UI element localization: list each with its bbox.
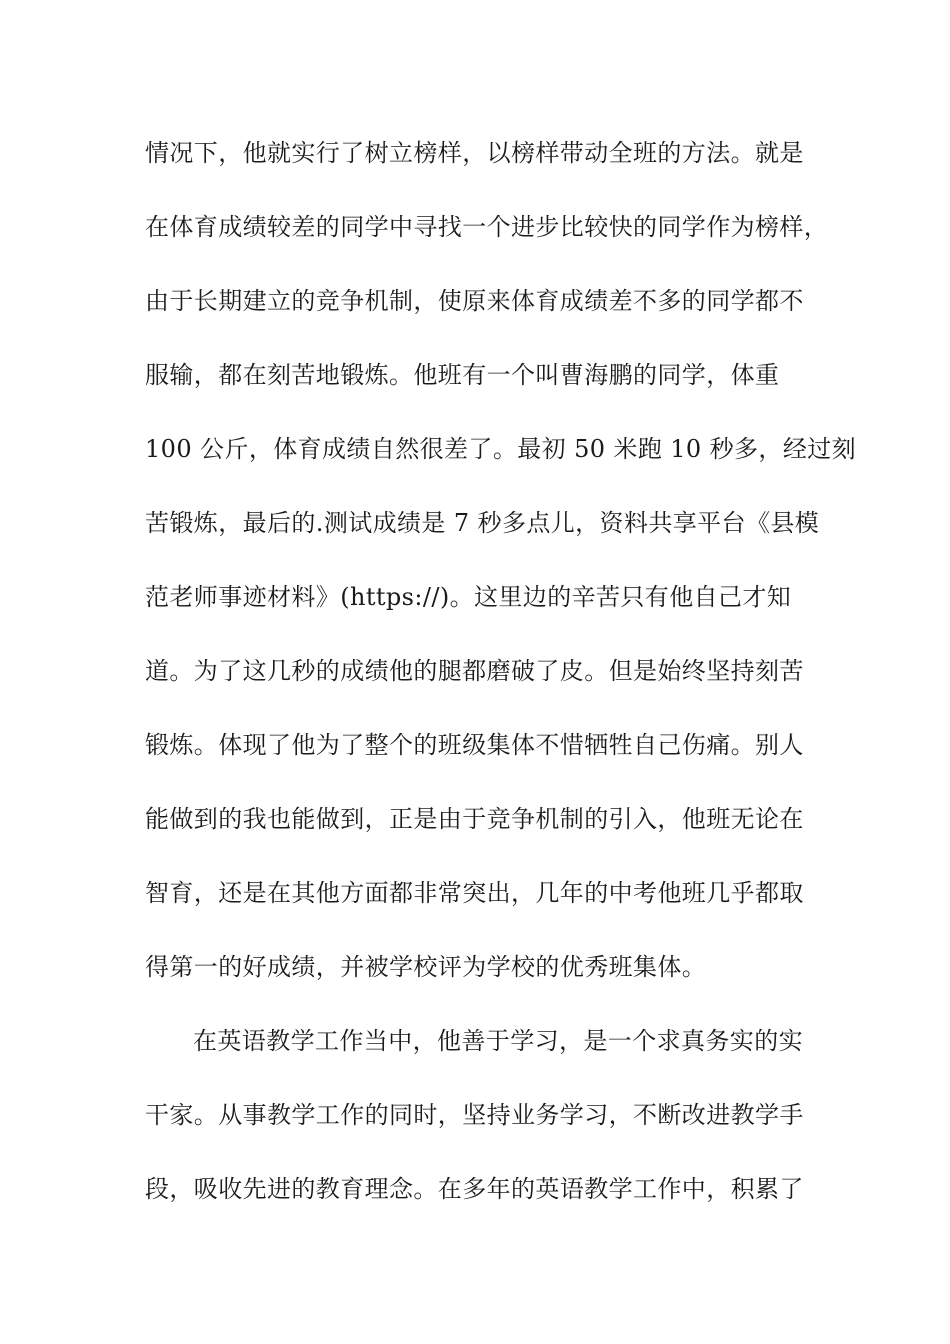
text-line: 智育，还是在其他方面都非常突出，几年的中考他班几乎都取 [145, 879, 804, 907]
body-text [145, 129, 857, 1239]
text-line: 在体育成绩较差的同学中寻找一个进步比较快的同学作为榜样， [145, 213, 829, 241]
text-line: 锻炼。体现了他为了整个的班级集体不惜牺牲自己伤痛。别人 [145, 731, 804, 759]
text-line: 由于长期建立的竞争机制，使原来体育成绩差不多的同学都不 [145, 287, 804, 315]
text-line: 范老师事迹材料》(https://)。这里边的辛苦只有他自己才知 [145, 583, 792, 611]
text-line: 能做到的我也能做到，正是由于竞争机制的引入，他班无论在 [145, 805, 804, 833]
text-line: 道。为了这几秒的成绩他的腿都磨破了皮。但是始终坚持刻苦 [145, 657, 804, 685]
text-line: 干家。从事教学工作的同时，坚持业务学习，不断改进教学手 [145, 1101, 804, 1129]
text-line: 得第一的好成绩，并被学校评为学校的优秀班集体。 [145, 953, 707, 981]
text-line: 100 公斤，体育成绩自然很差了。最初 50 米跑 10 秒多，经过刻 [145, 435, 857, 463]
text-line: 情况下，他就实行了树立榜样，以榜样带动全班的方法。就是 [145, 139, 804, 167]
text-line: 苦锻炼，最后的.测试成绩是 7 秒多点儿，资料共享平台《县模 [145, 509, 820, 537]
text-line: 段，吸收先进的教育理念。在多年的英语教学工作中，积累了 [145, 1175, 804, 1203]
paragraph-start-line: 在英语教学工作当中，他善于学习，是一个求真务实的实 [193, 1027, 803, 1055]
text-line: 服输，都在刻苦地锻炼。他班有一个叫曹海鹏的同学，体重 [145, 361, 780, 389]
